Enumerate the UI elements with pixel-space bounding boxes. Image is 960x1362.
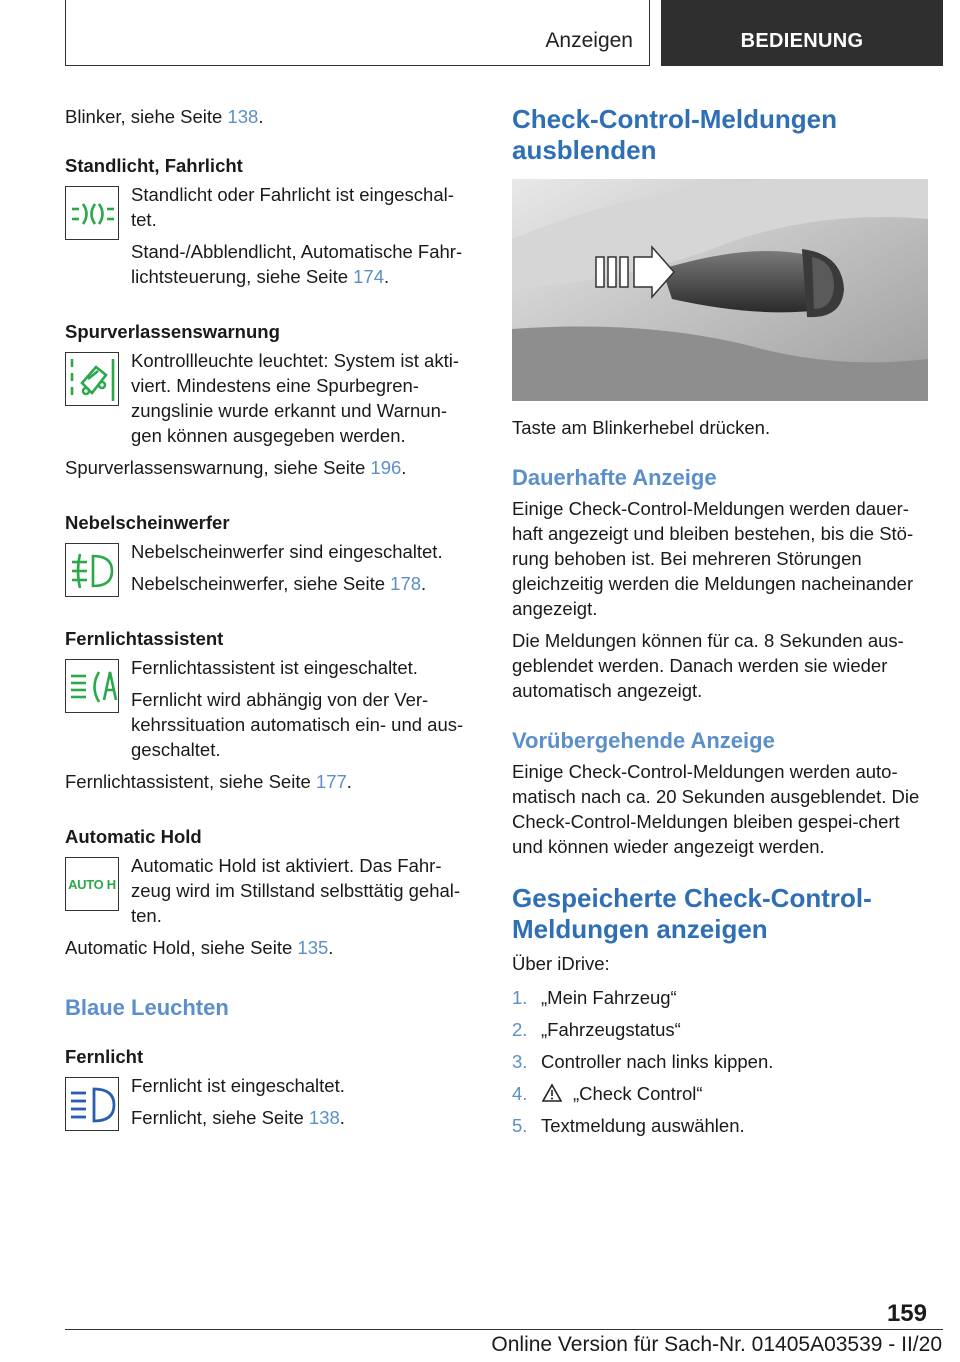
fernassist-heading: Fernlichtassistent — [65, 628, 224, 649]
list-item: 2. „Fahrzeugstatus“ — [512, 1019, 681, 1040]
footer-divider — [65, 1329, 943, 1330]
high-beam-assist-icon — [65, 659, 119, 713]
nebel-item — [65, 539, 477, 596]
spur-page-link[interactable]: 196 — [370, 457, 402, 478]
fernlicht-page-link[interactable]: 138 — [308, 1107, 340, 1128]
fernlicht-item — [65, 1073, 477, 1130]
standlicht-desc: Standlicht oder Fahrlicht ist eingeschal-tet. — [131, 184, 454, 230]
nebel-heading: Nebelscheinwerfer — [65, 512, 230, 533]
spur-desc: Kontrollleuchte leuchtet: System ist akti-viert. Mindestens eine Spurbegren-zungslinie wurde erkannt und Warnun-gen können ausgegeben werden. — [131, 350, 460, 446]
auto-hold-icon — [65, 857, 119, 911]
spur-item — [65, 348, 477, 448]
autohold-page-link[interactable]: 135 — [297, 937, 329, 958]
list-item: 3. Controller nach links kippen. — [512, 1051, 774, 1072]
header-chapter-label: BEDIENUNG — [740, 30, 864, 52]
fernlicht-ref: Fernlicht, siehe Seite 138. — [131, 1107, 345, 1128]
header-section-tab — [65, 0, 650, 66]
fog-light-icon — [65, 543, 119, 597]
left-column — [65, 104, 477, 1130]
spur-ref: Spurverlassenswarnung, siehe Seite 196. — [65, 457, 407, 478]
standlicht-item — [65, 182, 477, 289]
lane-departure-icon — [65, 352, 119, 406]
autohold-ref: Automatic Hold, siehe Seite 135. — [65, 937, 334, 958]
parking-light-icon — [65, 186, 119, 240]
nebel-page-link[interactable]: 178 — [390, 573, 422, 594]
photo-caption: Taste am Blinkerhebel drücken. — [512, 417, 771, 438]
fernassist-page-link[interactable]: 177 — [315, 771, 347, 792]
blaue-heading: Blaue Leuchten — [65, 995, 229, 1020]
standlicht-page-link[interactable]: 174 — [353, 266, 385, 287]
footer-version-text: Online Version für Sach-Nr. 01405A03539 - II/20 — [491, 1333, 942, 1356]
page-number: 159 — [886, 1300, 927, 1327]
warning-triangle-icon — [541, 1083, 563, 1103]
fernassist-item — [65, 655, 477, 762]
high-beam-icon — [65, 1077, 119, 1131]
dauer-p1: Einige Check-Control-Meldungen werden dauer-haft angezeigt und bleiben bestehen, bis die Stö-rung behoben ist. Bei mehreren Störungen gleichzeitig werden die Meldungen nacheinander angezeigt. — [512, 498, 914, 619]
check-control-title: Check-Control-Meldungen ausblenden — [512, 104, 837, 165]
autohold-heading: Automatic Hold — [65, 826, 202, 847]
fernassist-desc: Fernlichtassistent ist eingeschaltet. — [131, 657, 418, 678]
gesp-intro: Über iDrive: — [512, 953, 610, 974]
fernlicht-heading: Fernlicht — [65, 1046, 144, 1067]
vor-p1: Einige Check-Control-Meldungen werden auto-matisch nach ca. 20 Sekunden ausgeblendet. Die Check-Control-Meldungen bleiben gespei-chert und können wieder angezeigt werden. — [512, 761, 920, 857]
gesp-steps — [512, 985, 928, 1138]
list-item: 4. „Check Control“ — [512, 1083, 703, 1104]
autohold-item — [65, 853, 477, 928]
autohold-desc: Automatic Hold ist aktiviert. Das Fahr-zeug wird im Stillstand selbsttätig gehal-ten. — [131, 855, 461, 926]
list-item: 5. Textmeldung auswählen. — [512, 1115, 745, 1136]
nebel-desc: Nebelscheinwerfer sind eingeschaltet. — [131, 541, 443, 562]
spur-heading: Spurverlassenswarnung — [65, 321, 280, 342]
gesp-heading: Gespeicherte Check-Control-Meldungen anzeigen — [512, 883, 872, 944]
blinker-ref: Blinker, siehe Seite 138. — [65, 106, 264, 127]
dauer-heading: Dauerhafte Anzeige — [512, 465, 717, 490]
header-chapter-tab — [661, 0, 943, 66]
standlicht-ref: Stand-/Abblendlicht, Automatische Fahr-lichtsteuerung, siehe Seite 174. — [131, 241, 463, 287]
list-item: 1. „Mein Fahrzeug“ — [512, 987, 677, 1008]
standlicht-heading: Standlicht, Fahrlicht — [65, 155, 243, 176]
header-section-label: Anzeigen — [545, 29, 633, 52]
auto-hold-icon-label: AUTO H — [68, 876, 116, 892]
vor-heading: Vorübergehende Anzeige — [512, 728, 775, 753]
nebel-ref: Nebelscheinwerfer, siehe Seite 178. — [131, 573, 427, 594]
dauer-p2: Die Meldungen können für ca. 8 Sekunden aus-geblendet werden. Danach werden sie wieder automatisch angezeigt. — [512, 630, 904, 701]
blinker-page-link[interactable]: 138 — [227, 106, 259, 127]
fernlicht-desc: Fernlicht ist eingeschaltet. — [131, 1075, 345, 1096]
fernassist-ref: Fernlichtassistent, siehe Seite 177. — [65, 771, 352, 792]
turn-signal-lever-photo — [512, 179, 928, 401]
right-column — [512, 104, 928, 1145]
fernassist-desc2: Fernlicht wird abhängig von der Ver-kehrssituation automatisch ein- und aus-geschaltet. — [131, 689, 464, 760]
